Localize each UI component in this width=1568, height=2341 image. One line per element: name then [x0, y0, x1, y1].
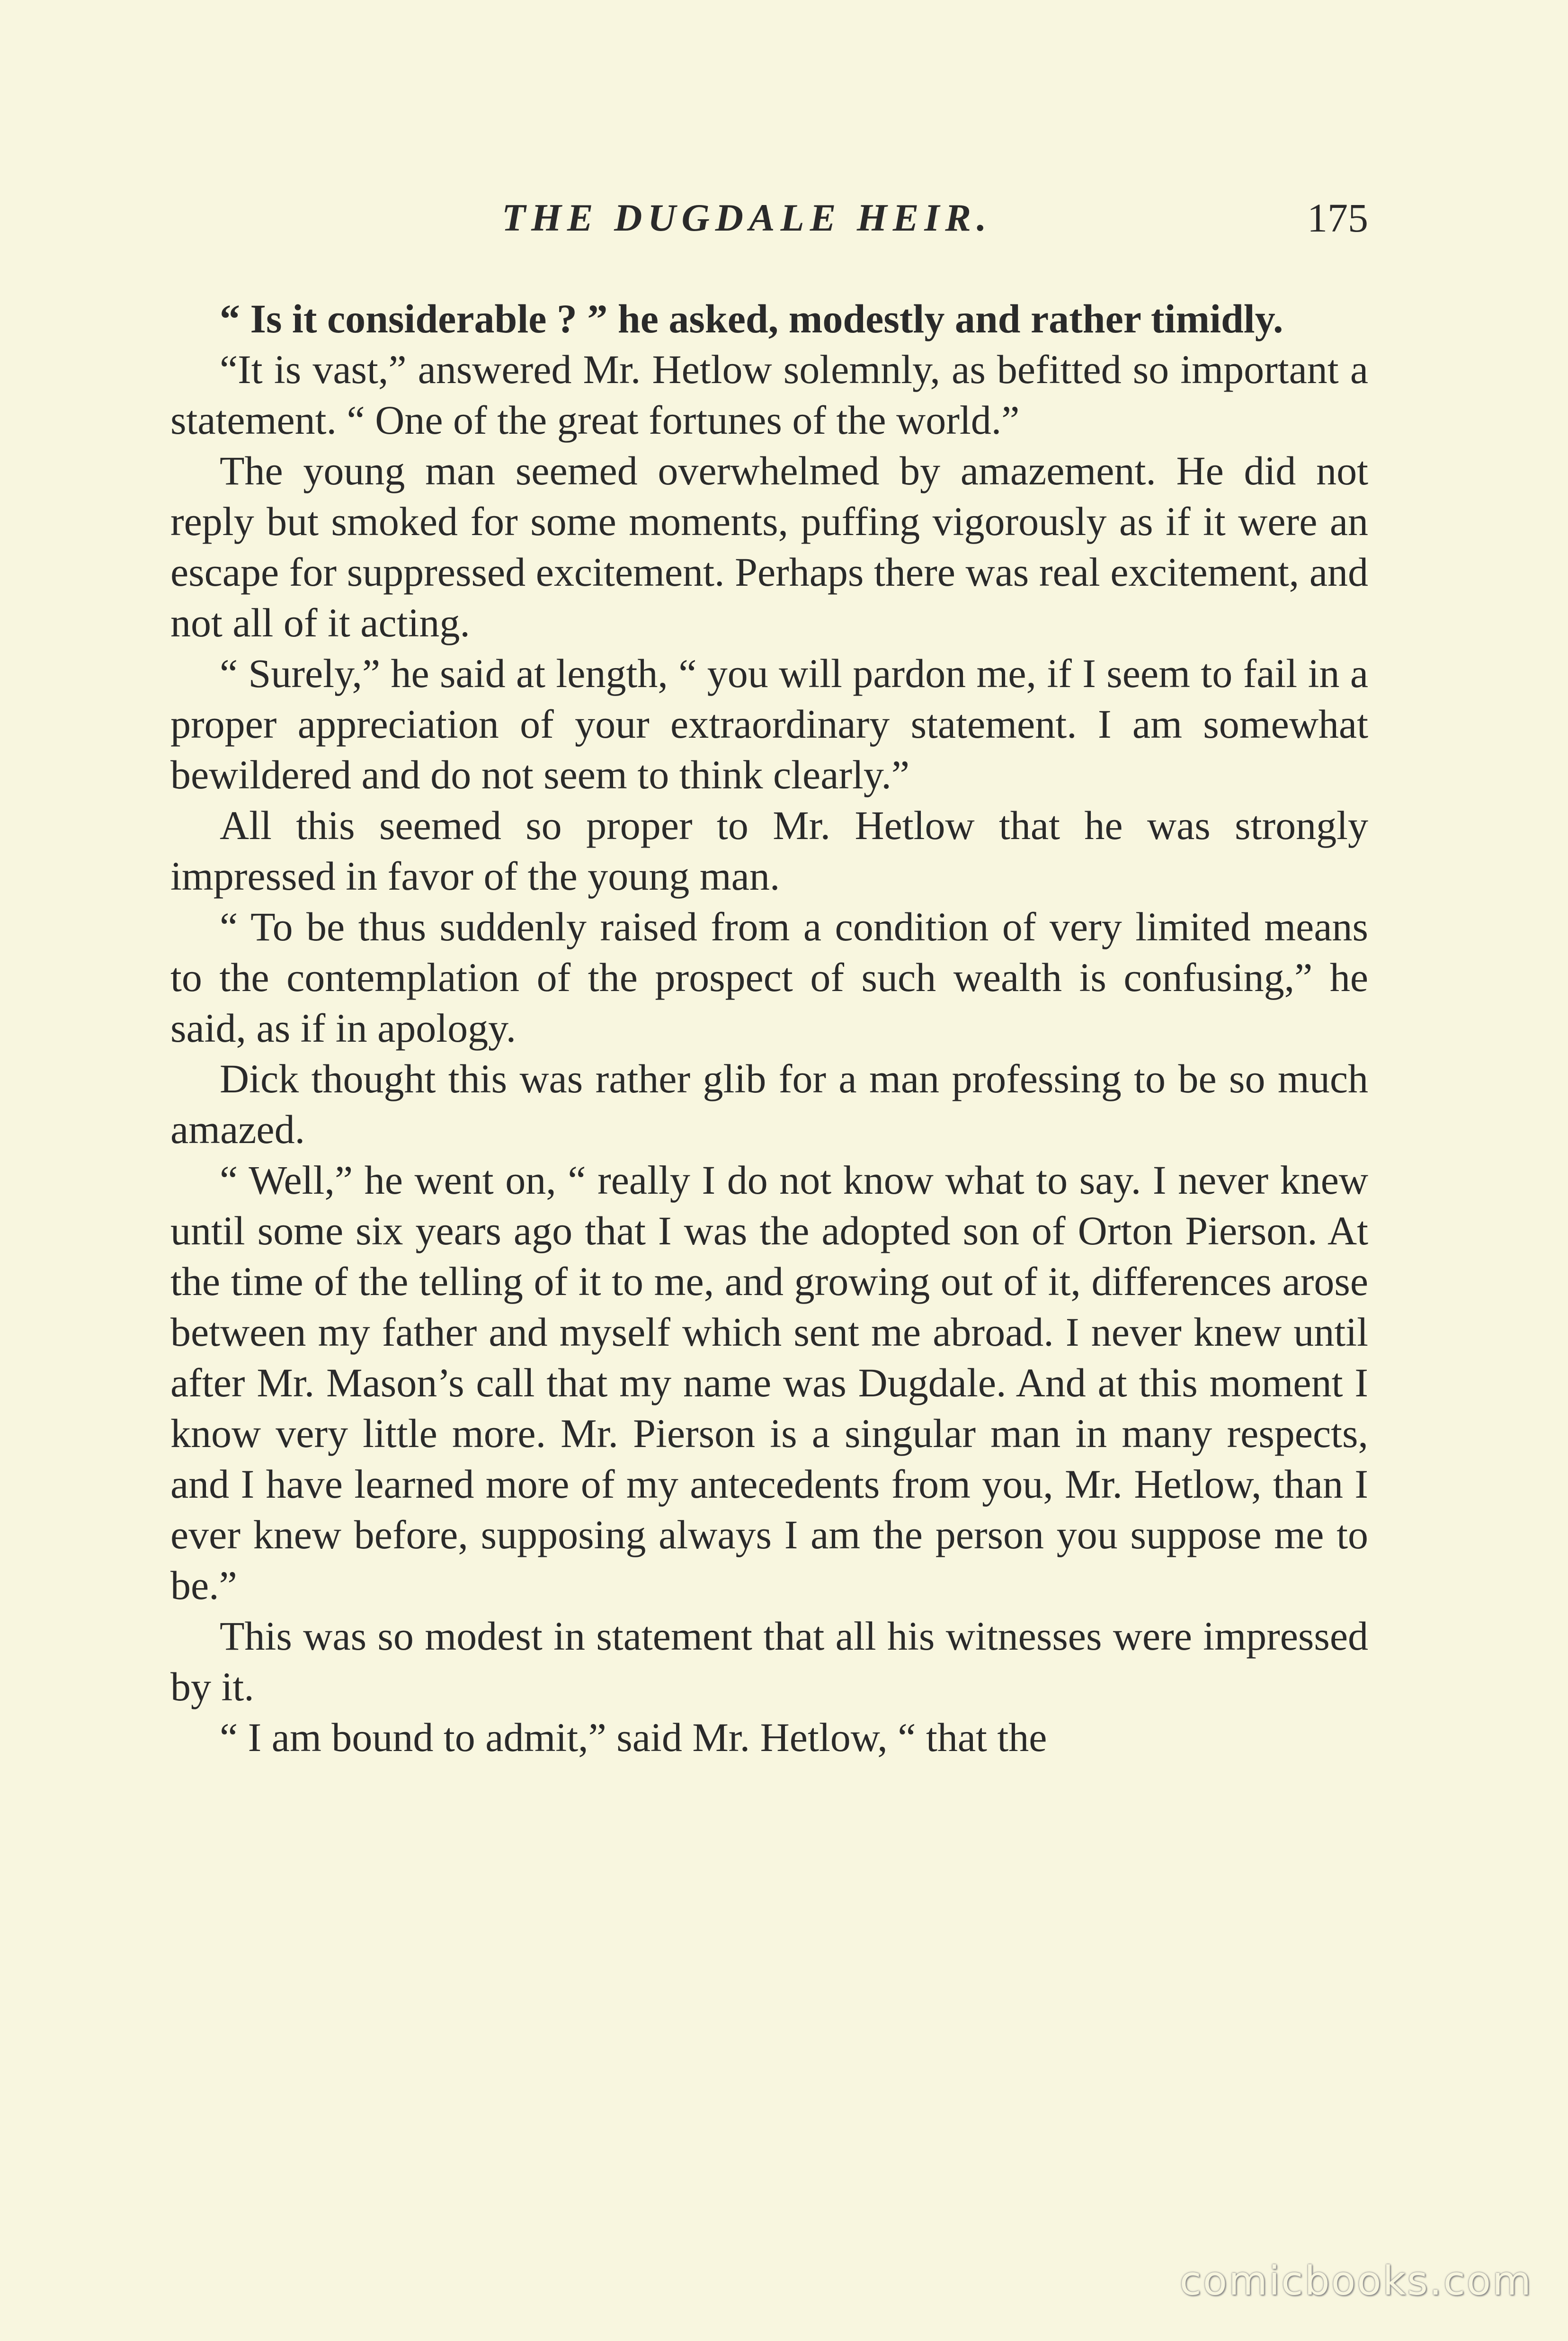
running-title: THE DUGDALE HEIR.: [502, 196, 992, 239]
paragraph: All this seemed so proper to Mr. Hetlow that he was strongly impressed in favor of the young man.: [170, 803, 1368, 899]
paragraph: “ To be thus suddenly raised from a condition of very limited means to the contemplation of the prospect of such wealth is confusing,” he said, as if in apology.: [170, 904, 1368, 1051]
paragraph: “ Is it considerable ? ” he asked, modestly and rather timidly.: [220, 296, 1283, 341]
body-text: [170, 294, 1368, 1763]
paragraph: The young man seemed overwhelmed by amazement. He did not reply but smoked for some moments, puffing vigorously as if it were an escape for suppressed excitement. Perhaps there was real excitement, and not all of it acting.: [170, 448, 1368, 645]
paragraph: “It is vast,” answered Mr. Hetlow solemnly, as befitted so important a statement. “ One of the great fortunes of the world.”: [170, 347, 1368, 443]
page-number: 175: [1307, 195, 1368, 241]
watermark: comicbooks.com: [1179, 2258, 1532, 2304]
paragraph: “ I am bound to admit,” said Mr. Hetlow, “ that the: [220, 1715, 1047, 1760]
paragraph: “ Surely,” he said at length, “ you will pardon me, if I seem to fail in a proper appreciation of your extraordinary statement. I am somewhat bewildered and do not seem to think clearly.”: [170, 651, 1368, 797]
paragraph: This was so modest in statement that all his witnesses were impressed by it.: [170, 1613, 1368, 1709]
running-head: [170, 192, 1368, 244]
paragraph: “ Well,” he went on, “ really I do not know what to say. I never knew until some six years ago that I was the adopted son of Orton Pierson. At the time of the telling of it to me, and growing out of it, differences arose between my father and myself which sent me abroad. I never knew until after Mr. Mason’s call that my name was Dugdale. And at this moment I know very little more. Mr. Pierson is a singular man in many respects, and I have learned more of my antecedents from you, Mr. Hetlow, than I ever knew before, supposing always I am the person you suppose me to be.”: [170, 1157, 1368, 1608]
paragraph: Dick thought this was rather glib for a man professing to be so much amazed.: [170, 1056, 1368, 1152]
